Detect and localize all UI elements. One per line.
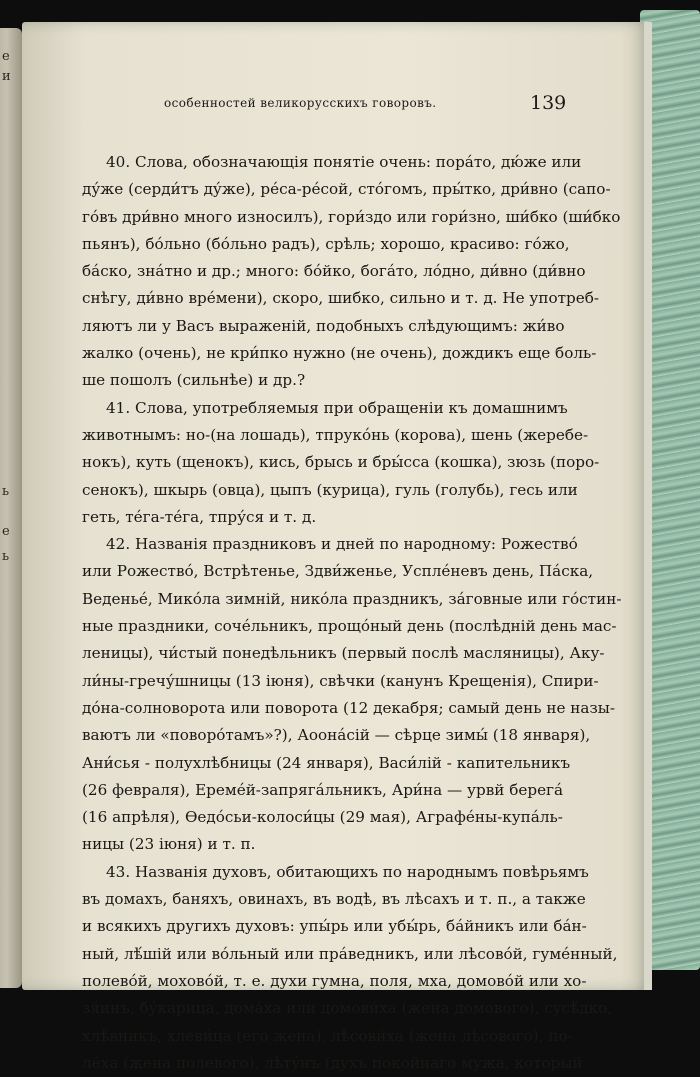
page-number: 139	[530, 92, 567, 114]
text-line: ду́же (серди́тъ ду́же), рéса-рéсой, стóгомъ, пры́тко, дри́вно (сапо-	[82, 180, 611, 199]
facing-page-fragment: и	[2, 69, 11, 84]
body-text	[82, 149, 622, 1077]
facing-page-fragment: е	[2, 49, 10, 64]
running-title: особенностей великорусскихъ говоровъ.	[164, 96, 437, 110]
text-line: въ домахъ, баняхъ, овинахъ, въ водѣ, въ лѣсахъ и т. п., а также	[82, 890, 586, 909]
text-line: 43. Названія духовъ, обитающихъ по народнымъ повѣрьямъ	[106, 862, 589, 881]
text-line: ше пошолъ (сильнѣе) и др.?	[82, 371, 306, 390]
text-line: 42. Названія праздниковъ и дней по народному: Рожество́	[106, 535, 578, 554]
text-line: снѣгу, ди́вно врéмени), скоро, шибко, сильно и т. д. Не употреб-	[82, 289, 599, 308]
text-line: зя́инъ, бу́карица, домáха или домови́ха (жена домового), сусѣ́дко,	[82, 999, 613, 1018]
text-line: пьянъ), бóльно (бóльно радъ), срѣль; хорошо, красиво: гóжо,	[82, 234, 570, 253]
text-line: бáско, знáтно и др.; много: бóйко, богáто, лóдно, ди́вно (ди́вно	[82, 262, 586, 281]
text-line: и всякихъ другихъ духовъ: упы́рь или убы́рь, бáйникъ или бáн-	[82, 917, 587, 936]
text-line: 41. Слова, употребляемыя при обращеніи къ домашнимъ	[106, 398, 568, 417]
text-line: лéха (жена полевого), лѣтýнъ (духъ покойнаго мужа, который	[82, 1053, 583, 1072]
book-page	[22, 22, 652, 1072]
text-line: Веденье́, Микóла зимній, никóла праздникъ, зáговные или го́стин-	[82, 589, 622, 608]
text-line: (16 апрѣля), Ѳедóсьи-колоси́цы (29 мая), Аграфéны-купáль-	[82, 808, 563, 827]
text-line: нокъ), куть (щенокъ), кись, брысь и бры́сса (кошка), зюзь (поро-	[82, 453, 600, 472]
text-line: дóна-солноворота или поворота (12 декабря; самый день не назы-	[82, 698, 615, 717]
text-line: сенокъ), шкырь (овца), цыпъ (курица), гуль (голубь), гесь или	[82, 480, 578, 499]
text-line: гóвъ дри́вно много износилъ), гори́здо или гори́зно, ши́бко (ши́бко	[82, 207, 621, 226]
text-line: Ани́сья - полухлѣбницы (24 января), Васи́лій - капительникъ	[82, 753, 571, 772]
page-header	[164, 92, 567, 114]
text-line: 40. Слова, обозначающія понятіе очень: поpáто, дю́же или	[106, 153, 582, 171]
facing-page-fragment: е	[2, 524, 10, 539]
text-line: леницы), чи́стый понедѣльникъ (первый послѣ масляницы), Аку-	[82, 644, 605, 663]
text-line: хлѣ́вникъ, хлеви́ца (его жена), лѣсови́ха (жена лѣсового), по-	[82, 1026, 573, 1045]
text-line: ные праздники, сочéльникъ, прощóный день (послѣдній день мас-	[82, 617, 617, 636]
text-line: (26 февраля), Ереме́й-запрягáльникъ, Ари́на — урвй берегá	[82, 780, 564, 799]
text-line: ный, лѣ́шій или вóльный или прáведникъ, или лѣсовóй, гумéнный,	[82, 944, 618, 963]
page-edge-stack	[644, 22, 652, 990]
text-line: или Рожество́, Встрѣтенье, Здви́женье, Успле́невъ день, Пáска,	[82, 562, 594, 581]
text-line: геть, тéга-тéга, тпру́ся и т. д.	[82, 507, 317, 526]
text-line: жалко (очень), не кри́пко нужно (не очень), дождикъ еще боль-	[82, 344, 597, 363]
text-line: ли́ны-гречу́шницы (13 іюня), свѣчки (канунъ Крещенія), Спири-	[82, 671, 599, 690]
text-line: ляютъ ли у Васъ выраженій, подобныхъ слѣдующимъ: жи́во	[82, 316, 565, 335]
text-line: полевóй, моховóй, т. е. духи гумна, поля, мха, домовóй или хо-	[82, 971, 587, 990]
text-line: ницы (23 іюня) и т. п.	[82, 835, 256, 854]
facing-page-fragment: ь	[2, 549, 10, 564]
text-line: ваютъ ли «поворóтамъ»?), Аоонáсій — сѣрце зимы́ (18 января),	[82, 726, 591, 745]
text-line: животнымъ: но-(на лошадь), тпрукóнь (корова), шень (жеребе-	[82, 425, 589, 444]
facing-page-edge	[0, 28, 22, 988]
facing-page-fragment: ь	[2, 484, 10, 499]
